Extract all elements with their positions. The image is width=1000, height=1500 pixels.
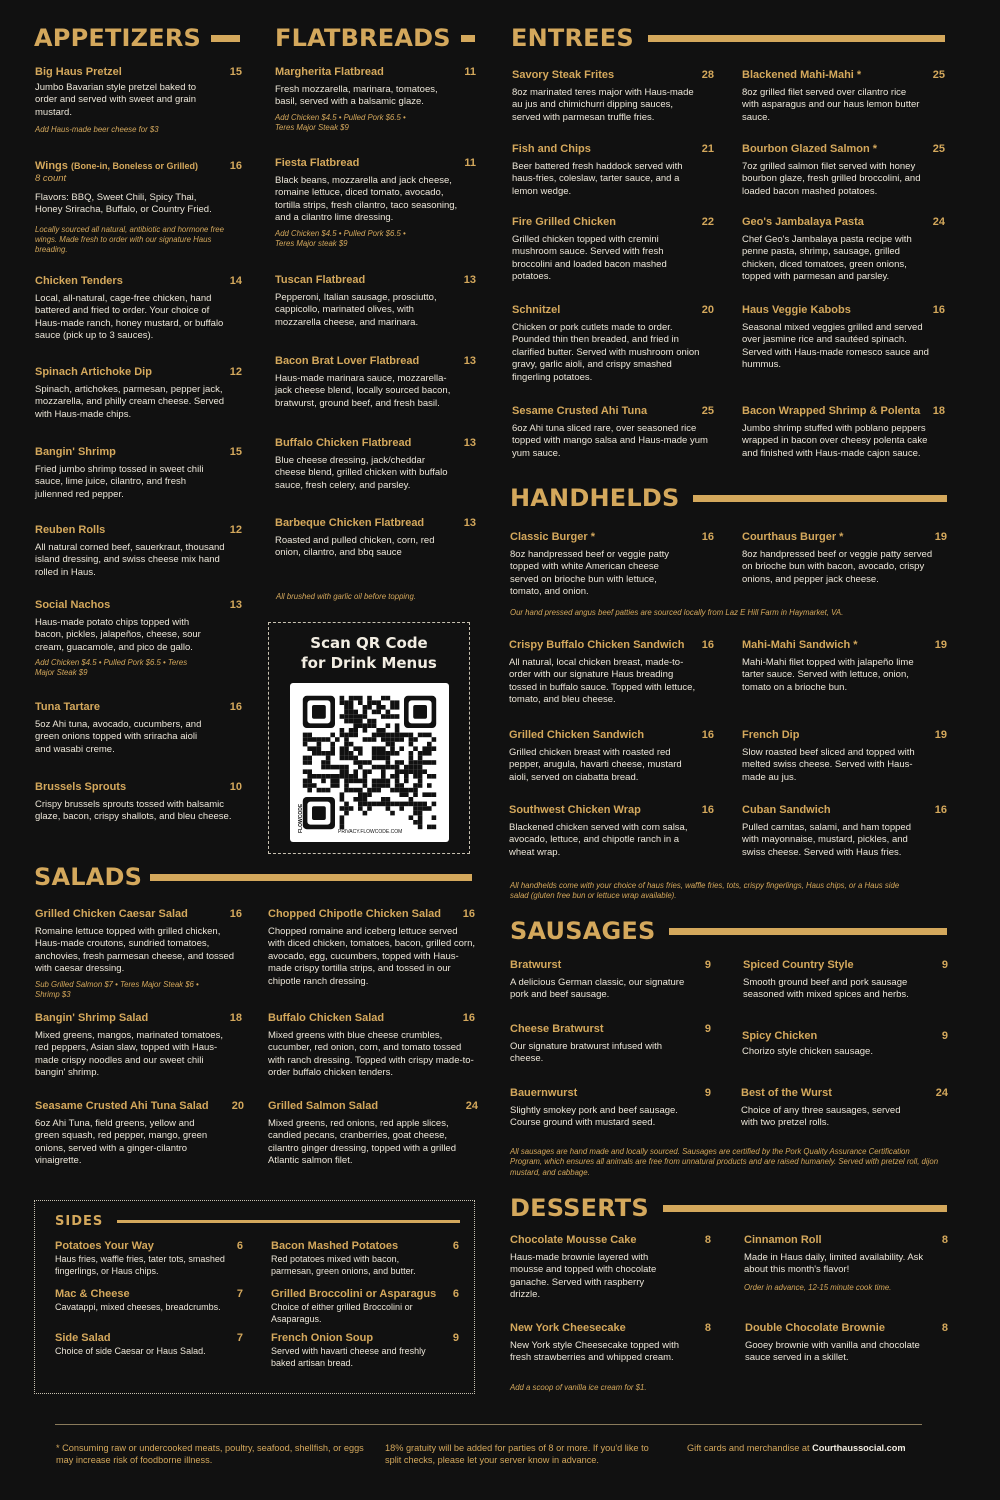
sides-header [55,1215,460,1228]
item-price: 16 [932,304,945,316]
handhelds-note: Our hand pressed angus beef patties are sourced locally from Laz E Hill Farm in Haymarket, VA. [510,608,844,617]
menu-item [742,405,945,460]
item-description: Haus-made brownie layered with mousse and topped with chocolate ganache. Served with raspberry drizzle. [510,1252,657,1301]
item-name: New York Cheesecake [510,1322,626,1334]
item-name: Wings (Bone-in, Boneless or Grilled) [35,160,198,172]
item-description: Choice of either grilled Broccolini or Asaparagus. [271,1302,413,1324]
item-description: Fresh mozzarella, marinara, tomatoes, basil, served with a balsamic glaze. [275,84,438,108]
item-description: Spinach, artichokes, parmesan, pepper jack, mozzarella, and philly cream cheese. Served with Haus-made chips. [35,384,225,420]
item-description: Chef Geo's Jambalaya pasta recipe with penne pasta, shrimp, sausage, grilled chicken, diced tomatoes, green onions, topped with parmesan and parsley. [742,234,912,283]
item-name: Chicken Tenders [35,275,123,287]
entrees-header [511,26,945,50]
item-name: Reuben Rolls [35,524,106,536]
item-description: 6oz Ahi tuna sliced rare, over seasoned rice topped with mango salsa and Haus-made yum yum sauce. [512,423,708,459]
item-description: 8oz handpressed beef or veggie patty served on brioche bun with bacon, avocado, crispy onions, and pepper jack cheese. [742,549,933,585]
menu-item [512,216,714,284]
menu-item [268,1100,478,1168]
item-description: Our signature bratwurst infused with cheese. [510,1041,663,1065]
item-price: 9 [704,1023,711,1035]
item-price: 16 [462,908,475,920]
menu-item [510,531,714,599]
item-name: Grilled Chicken Caesar Salad [35,908,188,920]
item-price: 25 [932,143,945,155]
menu-item [510,1234,711,1302]
item-addon: Locally sourced all natural, antibiotic and hormone free wings. Made fresh to order with our signature Haus breading. [35,224,224,255]
side-item [55,1240,243,1277]
menu-item [268,908,475,988]
menu-item [512,304,714,384]
item-description: Chorizo style chicken sausage. [742,1046,873,1057]
item-price: 16 [701,804,714,816]
menu-item [742,143,945,198]
item-description: All natural, local chicken breast, made-to-order with our signature Haus breading tossed in buffalo sauce. Topped with lettuce, tomato, and bleu cheese. [509,657,696,706]
item-addon: Add Haus-made beer cheese for $3 [35,125,159,135]
item-description: Crispy brussels sprouts tossed with balsamic glaze, bacon, crispy shallots, and bleu cheese. [35,799,232,823]
salads-header [34,865,472,889]
handhelds-sides-note: All handhelds come with your choice of haus fries, waffle fries, tots, crispy fingerlings, Haus chips, or a Haus side salad (gluten free bun or lettuce wrap available). [510,881,900,901]
item-description: Local, all-natural, cage-free chicken, hand battered and fried to order. Your choice of Haus-made ranch, honey mustard, or buffalo sauce (pick up to 3 sauces). [35,293,224,342]
menu-item [742,216,945,284]
section-title: FLATBREADS [275,24,451,52]
item-description: A delicious German classic, our signature pork and beef sausage. [510,977,685,1001]
item-description: Mahi-Mahi filet topped with jalapeño lime tarter sauce. Served with lettuce, onion, tomato on a brioche bun. [742,657,914,693]
item-price: 16 [229,908,242,920]
item-name: Mac & Cheese [55,1288,130,1300]
item-name: Grilled Chicken Sandwich [509,729,645,741]
menu-item [742,1030,948,1058]
item-description: Haus fries, waffle fries, tater tots, smashed fingerlings, or Haus chips. [55,1254,225,1276]
item-name: Grilled Broccolini or Asparagus [271,1288,437,1300]
menu-item [742,639,947,694]
item-description: Flavors: BBQ, Sweet Chili, Spicy Thai, Honey Sriracha, Buffalo, or Country Fried. [35,192,212,216]
item-description: Roasted and pulled chicken, corn, red onion, cilantro, and bbq sauce [275,535,435,559]
sausages-header [510,919,947,943]
item-description: Choice of any three sausages, served with two pretzel rolls. [741,1105,901,1129]
desserts-header [510,1196,947,1220]
item-name: Bourbon Glazed Salmon * [742,143,878,155]
item-name: Bangin' Shrimp Salad [35,1012,149,1024]
section-title: APPETIZERS [34,24,202,52]
item-description: Fried jumbo shrimp tossed in sweet chili sauce, lime juice, cilantro, and fresh julienned red pepper. [35,464,204,500]
menu-item [35,160,242,255]
divider [461,35,475,42]
item-description: Grilled chicken breast with roasted red pepper, arugula, havarti cheese, mustard aioli, served on ciabatta bread. [509,747,682,783]
menu-item [742,804,947,859]
item-price: 25 [932,69,945,81]
section-title: SALADS [34,863,143,891]
item-price: 12 [229,524,242,536]
menu-item [742,304,945,372]
item-price: 7 [236,1332,243,1344]
item-name: Haus Veggie Kabobs [742,304,851,316]
menu-item [509,639,714,707]
item-description: Blue cheese dressing, jack/cheddar cheese blend, grilled chicken with buffalo sauce, fresh celery, and parsley. [275,455,448,491]
footer-warning: * Consuming raw or undercooked meats, poultry, seafood, shellfish, or eggs may increase risk of foodborne illness. [56,1443,364,1466]
item-name: Geo's Jambalaya Pasta [742,216,864,228]
item-price: 24 [935,1087,948,1099]
section-title: DESSERTS [510,1194,649,1222]
item-price: 13 [463,517,476,529]
item-price: 6 [452,1288,459,1300]
item-name: Bratwurst [510,959,562,971]
menu-item [35,366,242,421]
menu-item [509,729,714,784]
item-description: 5oz Ahi tuna, avocado, cucumbers, and green onions topped with sriracha aioli and wasabi creme. [35,719,202,755]
menu-item [510,959,711,1002]
menu-item [35,1012,242,1080]
item-price: 16 [701,531,714,543]
footer-gift-cards [687,1442,947,1454]
qr-code-icon [290,683,449,842]
menu-item [35,1100,244,1168]
menu-item [742,531,947,586]
item-price: 19 [934,639,947,651]
item-name: Spiced Country Style [743,959,854,971]
item-name: Buffalo Chicken Salad [268,1012,385,1024]
item-name: Fiesta Flatbread [275,157,360,169]
side-item [271,1288,459,1325]
item-description: Served with havarti cheese and freshly baked artisan bread. [271,1346,426,1368]
flatbread-note: All brushed with garlic oil before topping. [276,592,416,601]
menu-item [35,701,242,756]
divider [150,874,472,881]
item-name: Fish and Chips [512,143,591,155]
item-name: Spinach Artichoke Dip [35,366,152,378]
menu-item [509,804,714,859]
item-description: New York style Cheesecake topped with fresh strawberries and whipped cream. [510,1340,679,1364]
item-name: Grilled Salmon Salad [268,1100,379,1112]
menu-item [35,781,242,824]
item-description: Chopped romaine and iceberg lettuce served with diced chicken, tomatoes, bacon, grilled corn, avocado, egg, cucumbers, topped with Haus-made crispy tortilla strips, and tossed in our chipotle ranch dressing. [268,926,475,987]
item-description: Grilled chicken topped with cremini mushroom sauce. Served with fresh broccolini and loaded bacon mashed potatoes. [512,234,667,283]
item-name: Fire Grilled Chicken [512,216,616,228]
item-name: Chocolate Mousse Cake [510,1234,637,1246]
flatbreads-header [275,26,475,50]
item-price: 14 [229,275,242,287]
item-description: 8oz marinated teres major with Haus-made au jus and chimichurri dipping sauces, served with parmesan truffle fries. [512,87,694,123]
item-description: Gooey brownie with vanilla and chocolate sauce served in a skillet. [745,1340,920,1364]
item-description: Pepperoni, Italian sausage, prosciutto, cappicollo, marinated olives, with mozzarella cheese, and marinara. [275,292,437,328]
item-description: Jumbo shrimp stuffed with poblano peppers wrapped in bacon over cheesy polenta cake and finished with Haus-made cajon sauce. [742,423,928,459]
item-description: Jumbo Bavarian style pretzel baked to order and served with sweet and grain mustard. [35,82,197,118]
item-name: Sesame Crusted Ahi Tuna [512,405,648,417]
item-price: 18 [932,405,945,417]
menu-item [35,599,242,679]
item-price: 12 [229,366,242,378]
item-description: Red potatoes mixed with bacon, parmesan, green onions, and butter. [271,1254,416,1276]
item-name: French Onion Soup [271,1332,374,1344]
item-price: 16 [934,804,947,816]
menu-item [35,446,242,501]
menu-item [741,1087,948,1130]
item-name: Bacon Mashed Potatoes [271,1240,399,1252]
side-item [55,1288,243,1314]
item-price: 9 [941,959,948,971]
menu-item [512,69,714,124]
desserts-note: Add a scoop of vanilla ice cream for $1. [510,1383,647,1392]
footer-gratuity: 18% gratuity will be added for parties of 8 or more. If you'd like to split checks, please let your server know in advance. [385,1443,649,1466]
section-title: HANDHELDS [510,484,680,512]
item-description: Smooth ground beef and pork sausage seasoned with mixed spices and herbs. [743,977,909,1001]
menu-item [742,69,945,124]
side-item [271,1240,459,1277]
item-price: 13 [463,355,476,367]
divider [669,928,947,935]
item-price: 24 [932,216,945,228]
item-name: Chopped Chipotle Chicken Salad [268,908,441,920]
item-name: Bacon Wrapped Shrimp & Polenta [742,405,921,417]
item-name: Mahi-Mahi Sandwich * [742,639,858,651]
gift-text: Gift cards and merchandise at [687,1443,813,1453]
item-description: Romaine lettuce topped with grilled chicken, Haus-made croutons, sundried tomatoes, anchovies, fresh parmesan cheese, and tossed with caesar dressing. [35,926,235,975]
item-price: 25 [701,405,714,417]
sides-box [34,1200,475,1394]
item-name: Seasame Crusted Ahi Tuna Salad [35,1100,209,1112]
item-name: Best of the Wurst [741,1087,832,1099]
section-title: SAUSAGES [510,917,656,945]
menu-item [275,157,476,249]
menu-item [512,405,714,460]
item-name: Southwest Chicken Wrap [509,804,641,816]
item-price: 9 [704,1087,711,1099]
item-addon: Add Chicken $4.5 • Pulled Pork $6.5 • Teres Major Steak $9 [35,658,188,678]
item-description: Slightly smokey pork and beef sausage. Course ground with mustard seed. [510,1105,678,1129]
item-subtitle: (Bone-in, Boneless or Grilled) [70,161,198,171]
menu-item [35,524,242,579]
item-description: Mixed greens, red onions, red apple slices, candied pecans, cranberries, goat cheese, cilantro ginger dressing, topped with a grilled Atlantic salmon filet. [268,1118,456,1167]
divider [648,35,945,42]
item-price: 6 [236,1240,243,1252]
item-name: Cuban Sandwich [742,804,831,816]
menu-item [512,143,714,198]
menu-item [275,355,476,410]
item-price: 16 [229,160,242,172]
menu-item [275,517,476,560]
item-price: 16 [701,729,714,741]
item-description: All natural corned beef, sauerkraut, thousand island dressing, and swiss cheese mix hand rolled in Haus. [35,542,225,578]
item-description: Haus-made potato chips topped with bacon, pickles, jalapeños, cheese, sour cream, guacamole, and pico de gallo. [35,617,201,653]
sausages-note: All sausages are hand made and locally sourced. Sausages are certified by the Pork Quality Assurance Certification Program, which ensures all animals are free from unnatural products and are raised humanely. Served with pretzel roll, dijon mustard, and cabbage. [510,1147,939,1177]
side-item [55,1332,243,1358]
handhelds-header [510,486,947,510]
item-price: 16 [701,639,714,651]
item-price: 16 [462,1012,475,1024]
item-price: 8 [941,1234,948,1246]
item-name: Crispy Buffalo Chicken Sandwich [509,639,685,651]
item-price: 11 [464,157,476,169]
menu-item [744,1234,948,1293]
item-price: 15 [229,446,242,458]
item-name: Courthaus Burger * [742,531,844,543]
appetizers-header [34,26,240,50]
menu-item [510,1322,711,1365]
item-description: Pulled carnitas, salami, and ham topped with mayonnaise, mustard, pickles, and swiss cheese. Served with Haus fries. [742,822,911,858]
item-price: 20 [231,1100,244,1112]
item-description: 6oz Ahi Tuna, field greens, yellow and green squash, red pepper, mango, green onions, served with a ginger-cilantro vinaigrette. [35,1118,208,1167]
divider [663,1205,947,1212]
menu-item [510,1023,711,1066]
item-name: Side Salad [55,1332,111,1344]
item-name: Savory Steak Frites [512,69,615,81]
item-name: Spicy Chicken [742,1030,818,1042]
qr-title: Scan QR Code for Drink Menus [301,634,437,672]
item-price: 8 [704,1234,711,1246]
item-description: 7oz grilled salmon filet served with honey bourbon glaze, fresh grilled broccolini, and loaded bacon mashed potatoes. [742,161,921,197]
item-price: 21 [701,143,714,155]
item-description: Blackened chicken served with corn salsa, avocado, lettuce, and chipotle ranch in a wheat wrap. [509,822,688,858]
item-price: 13 [463,274,476,286]
item-name: Tuna Tartare [35,701,100,713]
item-addon: Order in advance, 12-15 minute cook time. [744,1282,892,1292]
section-title: ENTREES [511,24,634,52]
divider [117,1220,460,1223]
item-price: 19 [934,729,947,741]
item-description: 8oz handpressed beef or veggie patty topped with white American cheese served on brioche bun with lettuce, tomato, and onion. [510,549,669,598]
item-description: Cavatappi, mixed cheeses, breadcrumbs. [55,1302,221,1312]
item-price: 19 [934,531,947,543]
item-description: Chicken or pork cutlets made to order. Pounded thin then breaded, and fried in clarified butter. Served with mushroom onion gravy, garlic aioli, and crispy smashed fingerling potatoes. [512,322,700,383]
item-name: Bacon Brat Lover Flatbread [275,355,420,367]
menu-item [35,66,242,135]
menu-item [35,908,242,1000]
qr-url: PRIVACY.FLOWCODE.COM [338,829,403,835]
item-name: Classic Burger * [510,531,595,543]
item-name: Barbeque Chicken Flatbread [275,517,425,529]
footer-divider [55,1424,922,1425]
item-name: Bauernwurst [510,1087,578,1099]
divider [693,495,947,502]
item-price: 20 [701,304,714,316]
qr-code[interactable] [290,683,449,842]
menu-item [275,66,476,133]
side-item [271,1332,459,1369]
item-name: Schnitzel [512,304,561,316]
item-name: Social Nachos [35,599,111,611]
item-description: Haus-made marinara sauce, mozzarella-jack cheese blend, locally sourced bacon, bratwurst, ground beef, and fresh basil. [275,373,451,409]
item-description: Black beans, mozzarella and jack cheese, romaine lettuce, diced tomato, avocado, tortilla strips, fresh cilantro, taco seasoning, and a cilantro lime dressing. [275,175,458,224]
item-price: 8 [704,1322,711,1334]
menu-item [268,1012,475,1080]
qr-brand: FLOWCODE [298,803,304,833]
item-name: Big Haus Pretzel [35,66,122,78]
item-name: Blackened Mahi-Mahi * [742,69,862,81]
item-description: Slow roasted beef sliced and topped with melted swiss cheese. Served with Haus-made au jus. [742,747,915,783]
divider [211,35,240,42]
item-description: Mixed greens with blue cheese crumbles, cucumber, red onion, corn, and tomato tossed with ranch dressing. Topped with crispy made-to-order buffalo chicken tenders. [268,1030,474,1079]
menu-item [743,959,948,1002]
item-name: Cheese Bratwurst [510,1023,604,1035]
item-name: Margherita Flatbread [275,66,384,78]
item-name: Tuscan Flatbread [275,274,366,286]
item-name: French Dip [742,729,800,741]
item-addon: Sub Grilled Salmon $7 • Teres Major Steak $6 • Shrimp $3 [35,979,199,999]
item-description: Seasonal mixed veggies grilled and served over jasmine rice and sautéed spinach. Served with Haus-made romesco sauce and hummus. [742,322,929,371]
item-price: 9 [704,959,711,971]
item-price: 13 [463,437,476,449]
item-description: 8oz grilled filet served over cilantro rice with asparagus and our haus lemon butter sauce. [742,87,920,123]
item-addon: Add Chicken $4.5 • Pulled Pork $6.5 • Teres Major Steak $9 [275,112,406,133]
item-price: 6 [452,1240,459,1252]
item-name: Brussels Sprouts [35,781,127,793]
item-description: Beer battered fresh haddock served with haus-fries, coleslaw, tarter sauce, and a lemon wedge. [512,161,683,197]
item-price: 9 [941,1030,948,1042]
item-count: 8 count [35,173,67,184]
item-price: 13 [229,599,242,611]
item-price: 16 [229,701,242,713]
item-name: Bangin' Shrimp [35,446,116,458]
item-addon: Add Chicken $4.5 • Pulled Pork $6.5 • Teres Major steak $9 [275,228,406,248]
menu-item [510,1087,711,1130]
menu-item [745,1322,948,1365]
menu-item [275,437,476,492]
menu-item [35,275,242,343]
website-link[interactable]: Courthaussocial.com [812,1443,906,1453]
item-name: Potatoes Your Way [55,1240,154,1252]
item-price: 11 [464,66,476,78]
item-name: Double Chocolate Brownie [745,1322,885,1334]
item-price: 7 [236,1288,243,1300]
item-description: Choice of side Caesar or Haus Salad. [55,1346,206,1356]
item-name: Cinnamon Roll [744,1234,822,1246]
item-price: 18 [229,1012,242,1024]
item-price: 24 [465,1100,478,1112]
menu-item [275,274,476,329]
item-price: 28 [701,69,714,81]
item-description: Mixed greens, mangos, marinated tomatoes, red peppers, Asian slaw, topped with Haus-made crispy noodles and our sweet chili bangin' shrimp. [35,1030,223,1079]
item-price: 10 [229,781,242,793]
item-name: Buffalo Chicken Flatbread [275,437,412,449]
section-title: SIDES [55,1214,104,1229]
qr-code-box [268,622,470,854]
menu-item [742,729,947,784]
item-price: 22 [701,216,714,228]
item-description: Made in Haus daily, limited availability. Ask about this month's flavor! [744,1252,924,1276]
item-price: 15 [229,66,242,78]
item-price: 8 [941,1322,948,1334]
item-price: 9 [452,1332,459,1344]
